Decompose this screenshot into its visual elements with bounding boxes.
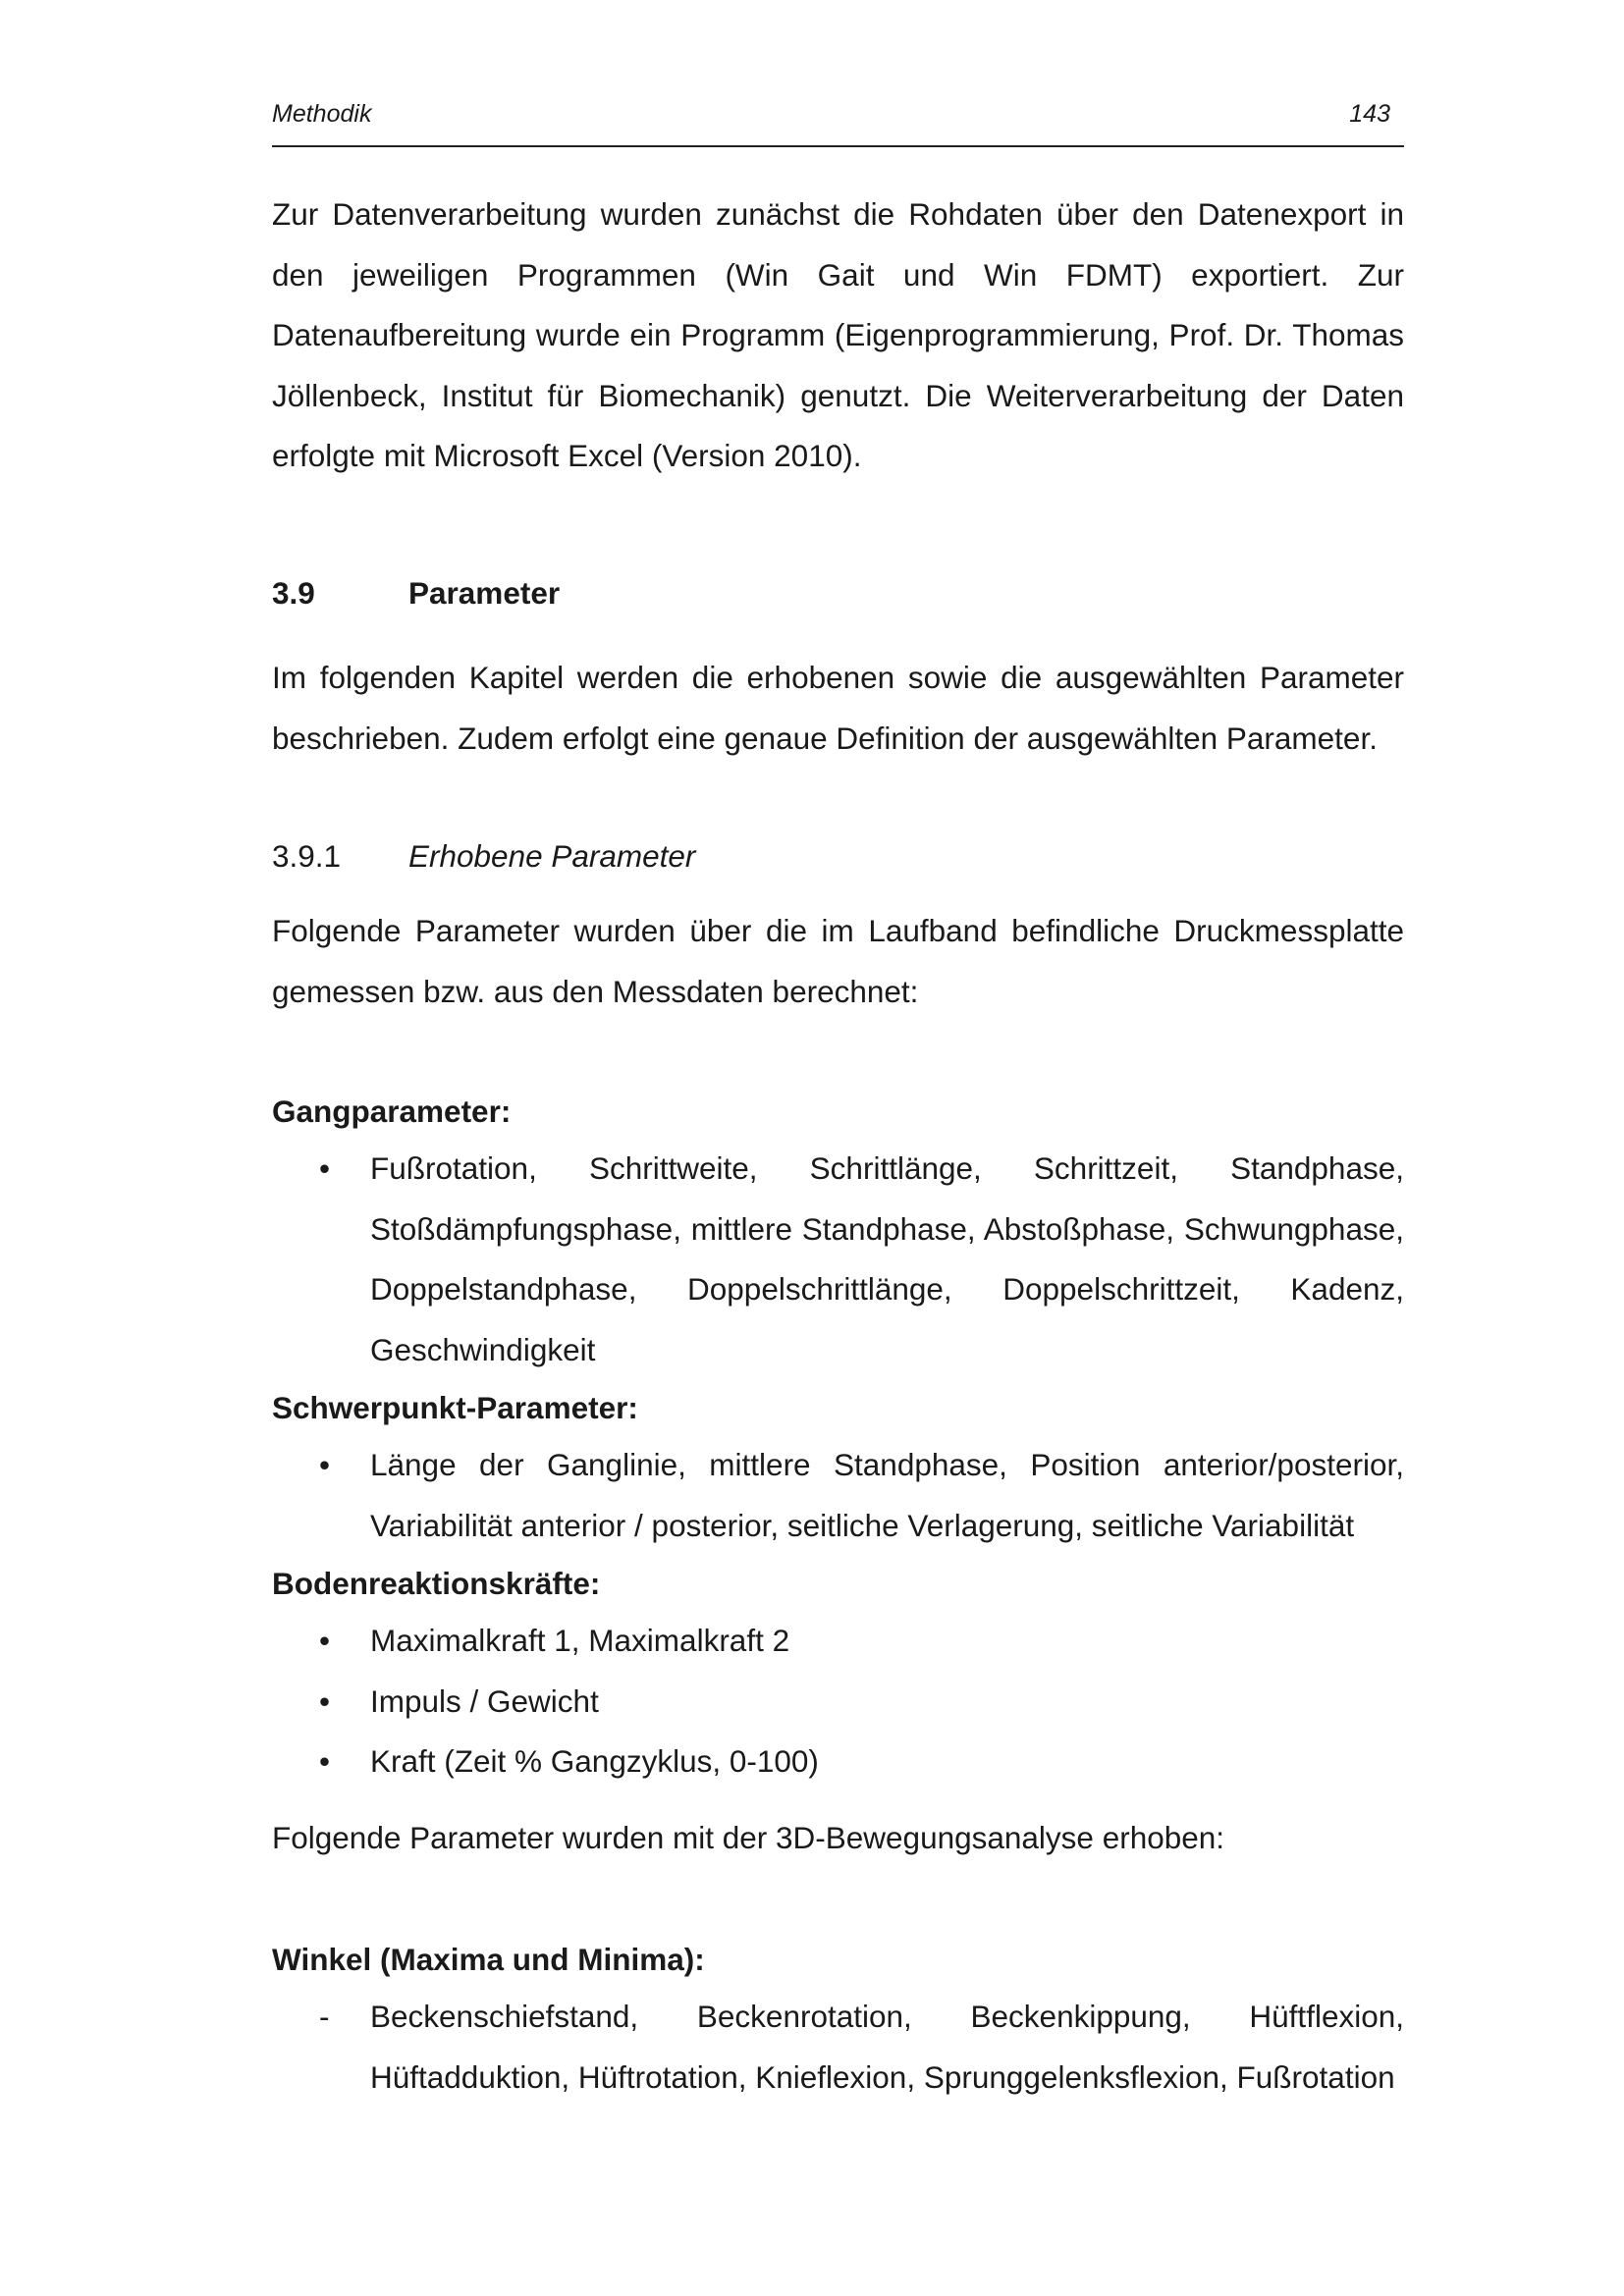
paragraph-pressure-plate: Folgende Parameter wurden über die im Laufband befindliche Druckmessplatte gemessen bzw. aus den Messdaten berechnet:	[272, 913, 1404, 1009]
bullet-icon: •	[319, 1682, 331, 1719]
running-title: Methodik	[272, 100, 372, 128]
section-title: Parameter	[408, 575, 561, 611]
bullet-icon: •	[319, 1150, 331, 1186]
list-item	[272, 1435, 1404, 1556]
list-item-text: Fußrotation, Schrittweite, Schrittlänge, Schrittzeit, Standphase, Stoßdämpfungsphase, mittlere Standphase, Abstoßphase, Schwungphase, Doppelstandphase, Doppelschrittlänge, Doppelschrittzeit, Kadenz, Geschwindigkeit	[370, 1150, 1404, 1367]
bullet-icon: •	[319, 1447, 331, 1482]
list-item	[272, 1672, 1404, 1733]
group-label-angles: Winkel (Maxima und Minima):	[272, 1942, 705, 1977]
list-item-text: Beckenschiefstand, Beckenrotation, Beckenkippung, Hüftflexion, Hüftadduktion, Hüftrotation, Knieflexion, Sprunggelenksflexion, Fußrotation	[370, 1999, 1404, 2095]
bullet-icon: •	[319, 1623, 331, 1658]
list-item-text: Kraft (Zeit % Gangzyklus, 0-100)	[370, 1743, 819, 1779]
group-label-gait: Gangparameter:	[272, 1094, 512, 1129]
list-item	[272, 1987, 1404, 2108]
section-number: 3.9	[272, 575, 315, 611]
list-item-text: Maximalkraft 1, Maximalkraft 2	[370, 1623, 790, 1658]
group-label-ground-reaction: Bodenreaktionskräfte:	[272, 1566, 601, 1601]
subsection-title: Erhobene Parameter	[408, 838, 696, 874]
dash-icon: -	[319, 1999, 330, 2034]
subsection-heading	[272, 834, 695, 878]
list-item	[272, 1139, 1404, 1380]
section-heading	[272, 571, 560, 614]
bullet-icon: •	[319, 1743, 331, 1779]
list-item	[272, 1732, 1404, 1792]
page-header	[272, 96, 1404, 147]
parameter-groups-pressure	[272, 1084, 1404, 1792]
subsection-number: 3.9.1	[272, 838, 342, 874]
paragraph-3d-analysis: Folgende Parameter wurden mit der 3D-Bewegungsanalyse erhoben:	[272, 1820, 1225, 1855]
paragraph-data-processing: Zur Datenverarbeitung wurden zunächst die Rohdaten über den Datenexport in den jeweiligen Programmen (Win Gait und Win FDMT) exportiert. Zur Datenaufbereitung wurde ein Programm (Eigenprogrammierung, Prof. Dr. Thomas Jöllenbeck, Institut für Biomechanik) genutzt. Die Weiterverarbeitung der Daten erfolgte mit Microsoft Excel (Version 2010).	[272, 196, 1404, 473]
list-item-text: Impuls / Gewicht	[370, 1682, 599, 1719]
parameter-groups-3d	[272, 1932, 1404, 2108]
list-item-text: Länge der Ganglinie, mittlere Standphase, Position anterior/posterior, Variabilität anterior / posterior, seitliche Verlagerung, seitliche Variabilität	[370, 1447, 1404, 1543]
list-item	[272, 1611, 1404, 1672]
group-label-center-of-mass: Schwerpunkt-Parameter:	[272, 1390, 638, 1425]
page-number: 143	[1349, 100, 1390, 128]
paragraph-chapter-intro: Im folgenden Kapitel werden die erhobenen sowie die ausgewählten Parameter beschrieben. Zudem erfolgt eine genaue Definition der ausgewählten Parameter.	[272, 660, 1404, 756]
